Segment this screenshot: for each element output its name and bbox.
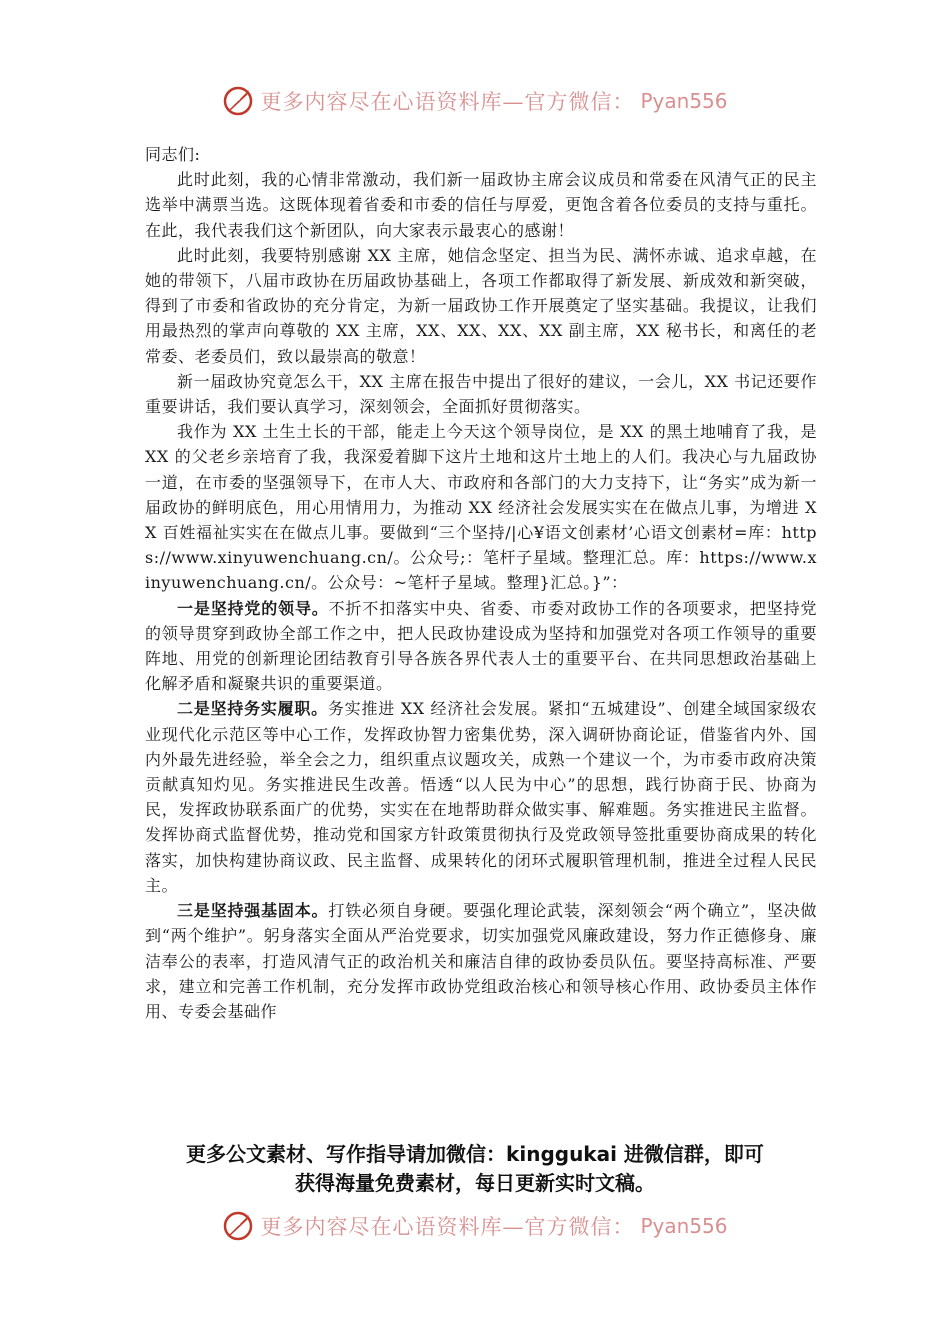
- paragraph-text: 我作为 XX 土生土长的干部，能走上今天这个领导岗位，是 XX 的黑土地哺育了我，是 XX 的父老乡亲培育了我，我深爱着脚下这片土地和这片土地上的人们。我决心与九届政协一道，在市委的坚强领导下，在市人大、市政府和各部门的大力支持下，让“务实”成为新一届政协的鲜明底色，用心用情用力，为推动 XX 经济社会发展实实在在做点儿事，为增进 XX 百姓福祉实实在在做点儿事。要做到“三个坚持/|心¥语文创素材’心语文创素材=库：https://www.xinyuwenchuang.cn/。公众号;：笔杆子星域。整理汇总。库：https://www.xinyuwenchuang.cn/。公众号：~笔杆子星域。整理}汇总。}”：: [145, 422, 817, 593]
- header-watermark: [0, 85, 950, 117]
- watermark-handle: Pyan556: [640, 89, 728, 113]
- paragraph: [145, 167, 817, 243]
- watermark-text: 更多内容尽在心语资料库—官方微信：: [260, 90, 635, 114]
- watermark-handle: Pyan556: [640, 1214, 728, 1238]
- greeting: 同志们:: [145, 145, 201, 164]
- paragraph-text: 不折不扣落实中央、省委、市委对政协工作的各项要求，把坚持党的领导贯穿到政协全部工作之中，把人民政协建设成为坚持和加强党对各项工作领导的重要阵地、用党的创新理论团结教育引导各族各界代表人士的重要平台、在共同思想政治基础上化解矛盾和凝聚共识的重要渠道。: [145, 598, 817, 694]
- paragraph: [145, 419, 817, 595]
- paragraph-text: 务实推进 XX 经济社会发展。紧扣“五城建设”、创建全域国家级农业现代化示范区等中心工作，发挥政协智力密集优势，深入调研协商论证，借鉴省内外、国内外最先进经验，举全会之力，组织重点议题攻关，成熟一个建议一个，为市委市政府决策贡献真知灼见。务实推进民生改善。悟透“以人民为中心”的思想，践行协商于民、协商为民，发挥政协联系面广的优势，实实在在地帮助群众做实事、解难题。务实推进民主监督。发挥协商式监督优势，推动党和国家方针政策贯彻执行及党政领导签批重要协商成果的转化落实，加快构建协商议政、民主监督、成果转化的闭环式履职管理机制，推进全过程人民民主。: [145, 699, 817, 895]
- paragraph: [145, 696, 817, 898]
- paragraph: [145, 369, 817, 419]
- paragraph-lead: 一是坚持党的领导。: [177, 598, 329, 618]
- paragraph-text: 新一届政协究竟怎么干，XX 主席在报告中提出了很好的建议，一会儿，XX 书记还要作重要讲话，我们要认真学习，深刻领会，全面抓好贯彻落实。: [145, 371, 817, 417]
- paragraph-lead: 三是坚持强基固本。: [177, 901, 329, 921]
- paragraph-text: 此时此刻，我的心情非常激动，我们新一届政协主席会议成员和常委在风清气正的民主选举中满票当选。这既体现着省委和市委的信任与厚爱，更饱含着各位委员的支持与重托。在此，我代表我们这个新团队，向大家表示最衷心的感谢！: [145, 170, 817, 240]
- paragraph-text: 打铁必须自身硬。要强化理论武装，深刻领会“两个确立”，坚决做到“两个维护”。躬身落实全面从严治党要求，切实加强党风廉政建设，努力作正德修身、廉洁奉公的表率，打造风清气正的政治机关和廉洁自律的政协委员队伍。要坚持高标准、严要求，建立和完善工作机制，充分发挥市政协党组政治核心和领导核心作用、政协委员主体作用、专委会基础作: [145, 901, 817, 1021]
- paragraph: [145, 898, 817, 1024]
- promo-line-2: 获得海量免费素材，每日更新实时文稿。: [295, 1171, 655, 1195]
- paragraph-text: 此时此刻，我要特别感谢 XX 主席，她信念坚定、担当为民、满怀赤诚、追求卓越，在她的带领下，八届市政协在历届政协基础上，各项工作都取得了新发展、新成效和新突破，得到了市委和省政协的充分肯定，为新一届政协工作开展奠定了坚实基础。我提议，让我们用最热烈的掌声向尊敬的 XX 主席，XX、XX、XX、XX 副主席，XX 秘书长，和离任的老常委、老委员们，致以最崇高的敬意！: [145, 245, 817, 366]
- promo-banner: [100, 1140, 850, 1198]
- paragraph: [145, 596, 817, 697]
- paragraph-lead: 二是坚持务实履职。: [177, 699, 328, 719]
- paragraph: [145, 243, 817, 369]
- quill-logo-icon: [222, 85, 254, 117]
- watermark-text: 更多内容尽在心语资料库—官方微信：: [260, 1215, 635, 1239]
- document-body: [145, 142, 817, 1024]
- promo-line-1: 更多公文素材、写作指导请加微信：kinggukai 进微信群，即可: [186, 1142, 764, 1166]
- footer-watermark: [0, 1210, 950, 1242]
- quill-logo-icon: [222, 1210, 254, 1242]
